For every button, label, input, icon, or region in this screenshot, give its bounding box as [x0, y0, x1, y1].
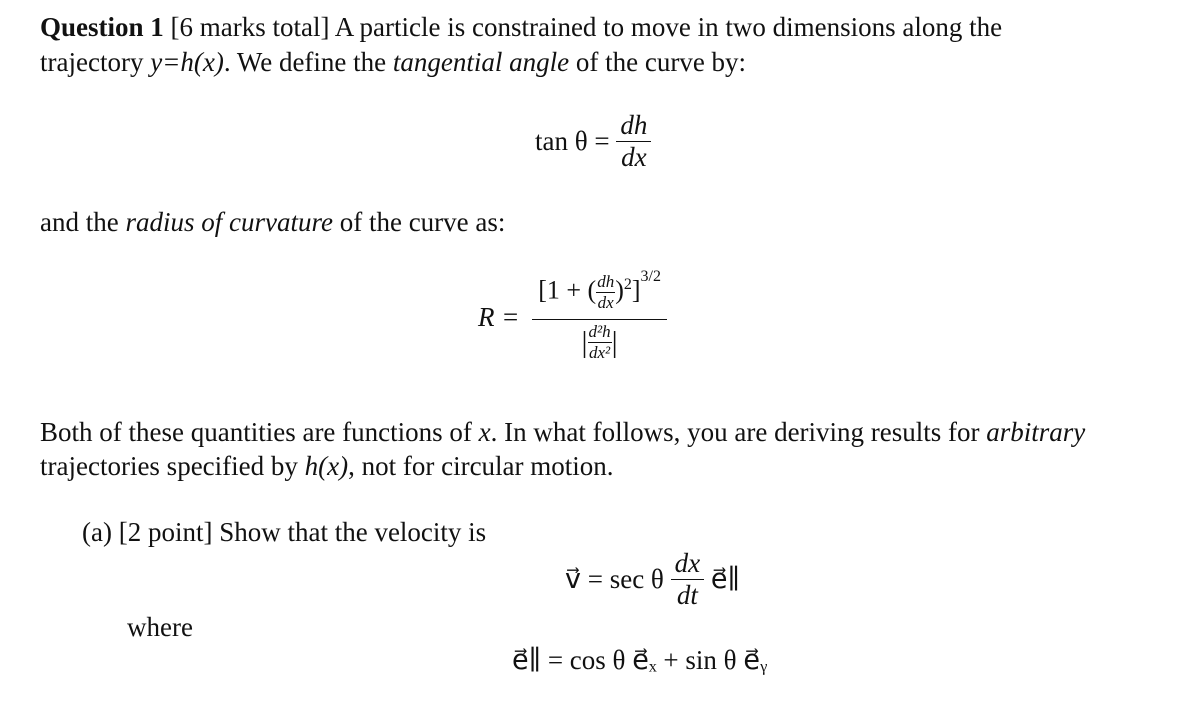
eq2-open: [1 + (: [538, 275, 597, 305]
para-x: x: [478, 417, 491, 447]
para-l1-a: Both of these quantities are functions of: [40, 417, 472, 447]
question-text-2c: of the curve by:: [575, 47, 747, 77]
question-title: Question 1: [40, 12, 164, 42]
where-label: where: [127, 612, 193, 642]
question-marks: [6 marks total]: [170, 12, 330, 42]
para-l2-b: , not for circular motion.: [348, 451, 614, 481]
eq2-den-num: d²h: [588, 322, 611, 341]
para-l2-a: trajectories specified by: [40, 451, 298, 481]
eq2-denominator: [532, 320, 667, 363]
paragraph-line-1: [40, 415, 1085, 449]
eq3-fraction: [671, 548, 704, 611]
equation-velocity: [565, 548, 740, 611]
paragraph-line-2: [40, 449, 614, 483]
eq2-inner-fraction: [596, 272, 615, 313]
eq2-square: 2: [623, 275, 632, 293]
equation-radius: [478, 267, 667, 363]
question-text-1: A particle is constrained to move in two dimensions along the: [334, 12, 1003, 42]
eq2-den-den: dx²: [589, 343, 611, 362]
equation-unit-vector: e⃗∥ = cos θ e⃗ₓ + sin θ e⃗ᵧ: [512, 645, 768, 675]
eq2-close: ): [615, 275, 624, 305]
eq2-inner-den: dx: [597, 293, 614, 312]
eq2-abs-left: |: [581, 325, 588, 359]
question-line-2: [40, 45, 746, 79]
eq2-numerator: [532, 267, 667, 320]
eq2-fraction: [532, 267, 667, 363]
equation-tangent: [535, 110, 651, 173]
radius-intro-line: [40, 205, 505, 239]
radius-of-curvature-term: radius of curvature: [125, 207, 333, 237]
eq3-lhs: v⃗ = sec θ: [565, 564, 664, 594]
tangential-angle-term: tangential angle: [392, 47, 570, 77]
eq1-denominator: dx: [621, 142, 647, 172]
radius-intro-a: and the: [40, 207, 119, 237]
question-line-1: [40, 10, 1002, 44]
eq3-numerator: dx: [671, 548, 704, 580]
question-text-2a: trajectory: [40, 47, 144, 77]
eq3-rhs: e⃗∥: [710, 564, 740, 594]
para-h-of-x: h(x): [304, 451, 349, 481]
question-text-2b: . We define the: [223, 47, 387, 77]
eq3-denominator: dt: [676, 580, 698, 610]
eq2-power: 3/2: [640, 267, 661, 285]
eq2-den-fraction: [588, 322, 612, 363]
eq2-lhs: R =: [478, 302, 520, 332]
eq2-bracket-close: ]: [631, 275, 641, 305]
part-a-label: (a) [2 point] Show that the velocity is: [82, 517, 487, 547]
arbitrary-term: arbitrary: [986, 417, 1086, 447]
para-l1-b: . In what follows, you are deriving results for: [490, 417, 980, 447]
eq1-fraction: [616, 110, 651, 173]
eq2-abs-right: |: [611, 325, 618, 359]
eq1-lhs: tan θ =: [535, 126, 610, 156]
radius-intro-b: of the curve as:: [339, 207, 506, 237]
trajectory-expr: y=h(x): [150, 47, 224, 77]
eq1-numerator: dh: [616, 110, 651, 142]
eq2-inner-num: dh: [597, 272, 615, 291]
